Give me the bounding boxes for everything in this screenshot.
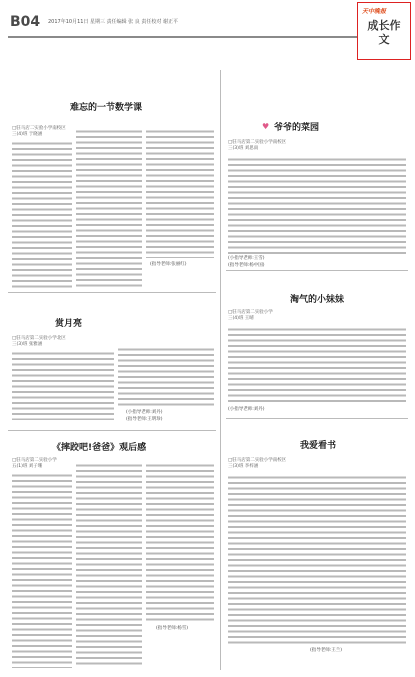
article-body [146, 462, 214, 622]
section-divider [8, 292, 216, 293]
issue-meta: 2017年10月11日 星期三 责任编辑 张 良 责任校对 谢正平 [48, 19, 178, 25]
column-brand-box [357, 2, 411, 60]
column-name: 成长作文 [367, 19, 401, 46]
article-body [76, 462, 142, 668]
article-school: □驻马店第二实验小学 [228, 310, 273, 315]
section-divider [226, 418, 408, 419]
article-title: 难忘的一节数学课 [70, 103, 143, 113]
header-rule [8, 36, 407, 38]
article-body [76, 128, 142, 288]
article-title: 淘气的小妹妹 [290, 295, 345, 305]
article-body [228, 326, 406, 404]
heart-icon: ♥ [262, 122, 270, 131]
article-title: 我爱看书 [300, 441, 337, 451]
brand-logo: 天中晚报 [362, 8, 387, 15]
teacher-note: (小指导老师:刘丹) [126, 410, 163, 415]
article-author: 三(3)班 张雅涵 [12, 342, 43, 347]
article-body [12, 350, 114, 420]
teacher-note: (指导老师:杨中国) [228, 263, 265, 268]
article-author: 五(1)班 刘子珊 [12, 464, 43, 469]
teacher-note: (指导老师:杨雪) [156, 626, 189, 631]
page-header [0, 0, 415, 40]
article-body [12, 472, 72, 668]
section-divider [226, 270, 408, 271]
article-title: 爷爷的菜园 [274, 123, 320, 133]
article-author: 三(3)班 刘思雨 [228, 146, 259, 151]
article-title: 《摔跤吧!爸爸》观后感 [52, 443, 147, 453]
article-school: □驻马店第二实验小学 [12, 458, 57, 463]
teacher-note: (小指导老师:刘丹) [228, 407, 265, 412]
teacher-note: (指导老师:王兰) [310, 648, 343, 653]
article-body [146, 128, 214, 258]
article-school: □驻马店第二实验小学南校区 [228, 140, 287, 145]
article-author: 三(3)班 李梓涵 [228, 464, 259, 469]
article-body [228, 156, 406, 254]
article-school: □驻马店第二实验小学南校区 [228, 458, 287, 463]
article-title: 赏月亮 [55, 319, 83, 329]
article-body [12, 140, 72, 288]
article-school: □驻马店二实验小学南校区 [12, 126, 66, 131]
teacher-note: (指导老师:王明珍) [126, 417, 163, 422]
page-number: B04 [10, 14, 41, 30]
article-author: 三(4)班 于晓涵 [12, 132, 43, 137]
section-divider [8, 430, 216, 431]
column-divider [220, 70, 221, 670]
teacher-note: (小指导老师:王雪) [228, 256, 265, 261]
article-body [118, 346, 214, 406]
article-school: □驻马店第二实验小学北区 [12, 336, 66, 341]
article-author: 三(4)班 王晴 [228, 316, 254, 321]
article-body [228, 474, 406, 644]
teacher-note: (指导老师:张丽红) [150, 262, 187, 267]
